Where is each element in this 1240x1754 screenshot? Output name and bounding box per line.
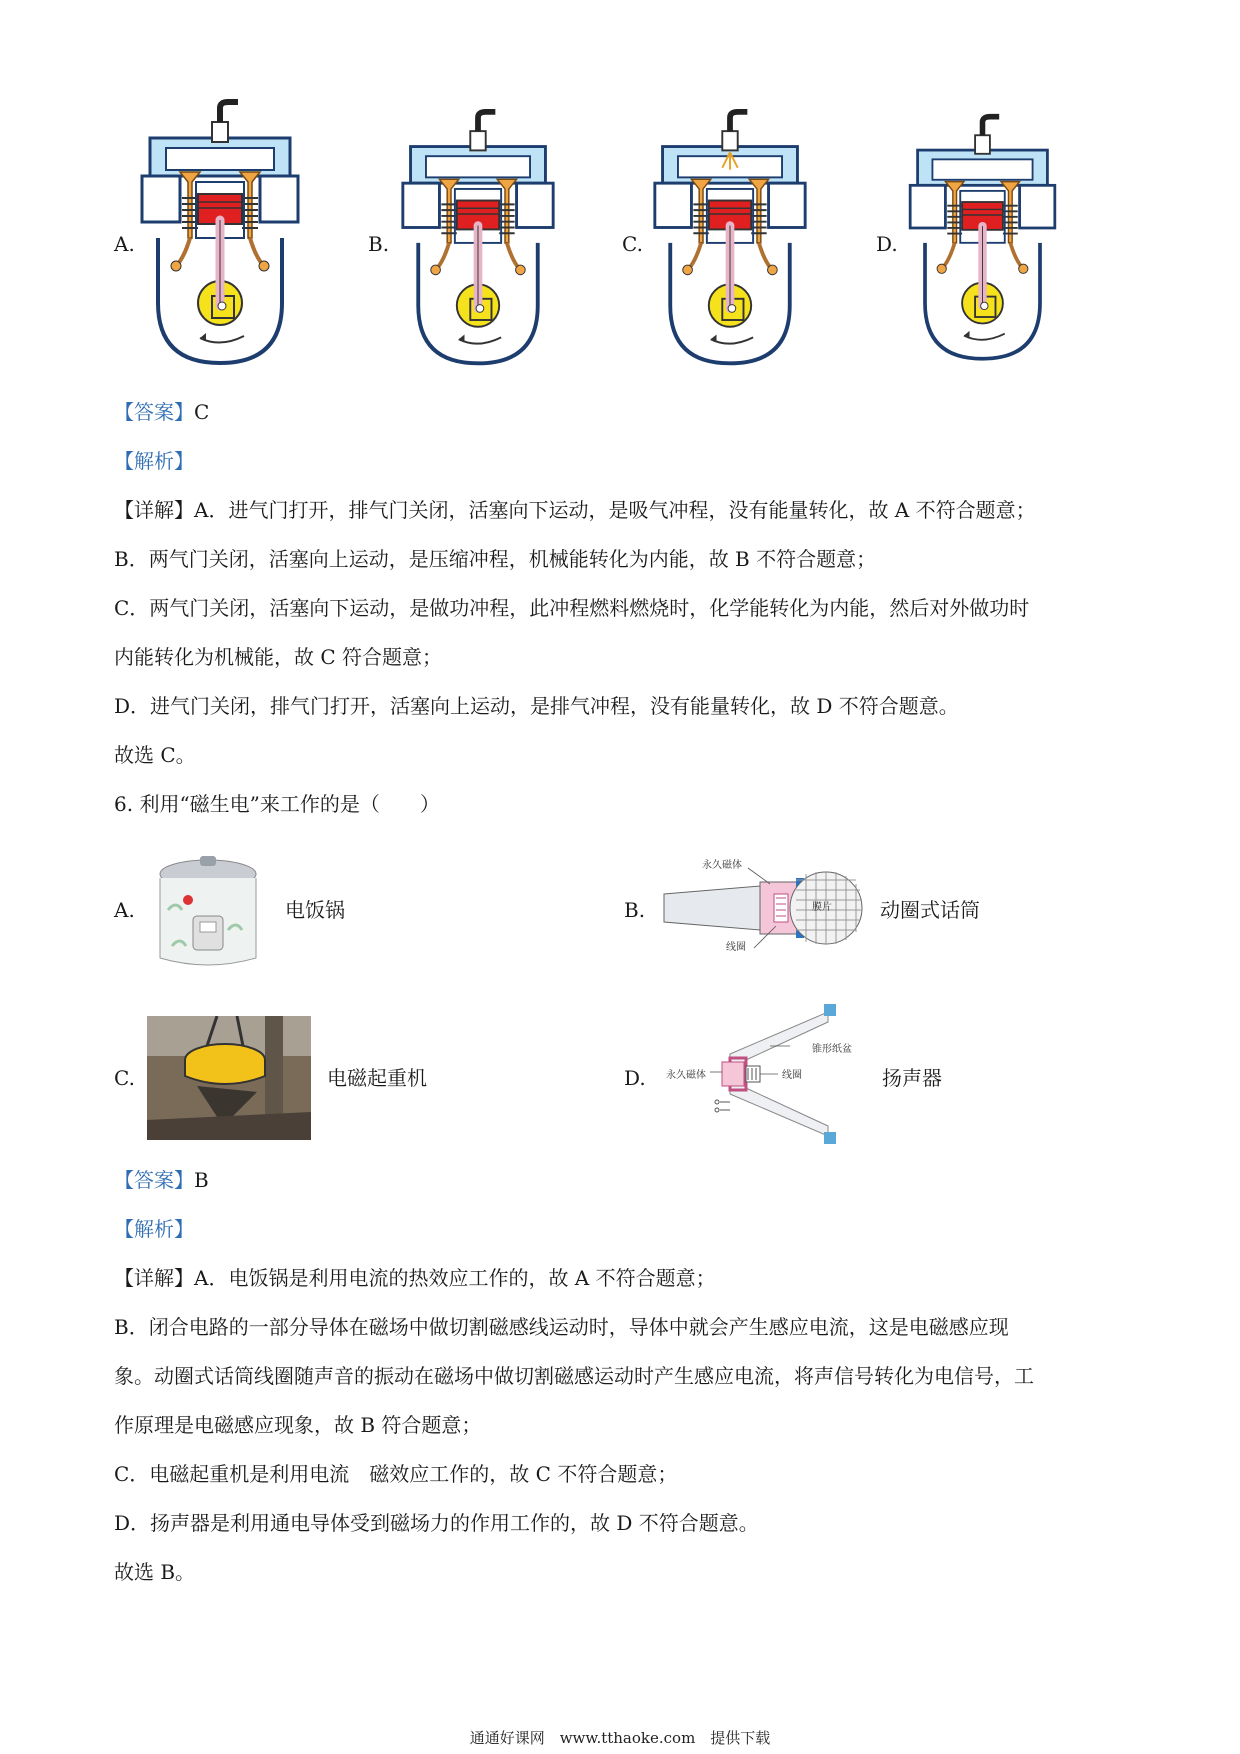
q6-question: 6. 利用“磁生电”来工作的是（ ） <box>114 792 440 816</box>
q6-option-c-name: 电磁起重机 <box>327 1066 427 1090</box>
speaker-label-cone: 锥形纸盆 <box>812 1044 852 1055</box>
mic-label-magnet: 永久磁体 <box>702 860 742 871</box>
q5-line-c-cont: 内能转化为机械能，故 C 符合题意； <box>114 645 443 669</box>
q6-option-a-letter: A. <box>114 898 135 922</box>
q5-line-a: A．进气门打开，排气门关闭，活塞向下运动，是吸气冲程，没有能量转化，故 A 不符合题意； <box>194 498 1036 522</box>
q6-option-b-letter: B. <box>624 898 646 922</box>
q6-answer-value: B <box>194 1168 209 1192</box>
engine-diagram-a <box>140 98 300 373</box>
q5-line-1 <box>114 496 1036 524</box>
q6-option-d-letter: D. <box>624 1066 646 1090</box>
q6-line-c: C．电磁起重机是利用电流 磁效应工作的，故 C 不符合题意； <box>114 1462 678 1486</box>
q6-line-b: B．闭合电路的一部分导体在磁场中做切割磁感线运动时，导体中就会产生感应电流，这是电磁感应现 <box>114 1315 1009 1339</box>
rice-cooker-image <box>148 850 268 974</box>
q6-option-d-name: 扬声器 <box>882 1066 942 1090</box>
q6-line-d: D．扬声器是利用通电导体受到磁场力的作用工作的，故 D 不符合题意。 <box>114 1511 759 1535</box>
q5-line-c: C．两气门关闭，活塞向下运动，是做功冲程，此冲程燃料燃烧时，化学能转化为内能，然后对外做功时 <box>114 596 1030 620</box>
q6-line-1 <box>114 1264 716 1292</box>
engine-option-b-label: B. <box>368 232 390 256</box>
engine-option-a-label: A. <box>114 232 135 256</box>
q5-line-d: D．进气门关闭，排气门打开，活塞向上运动，是排气冲程，没有能量转化，故 D 不符合题意。 <box>114 694 959 718</box>
q6-answer-tag: 【答案】 <box>114 1168 194 1192</box>
speaker-label-magnet: 永久磁体 <box>666 1070 706 1081</box>
q6-analysis-tag: 【解析】 <box>114 1217 194 1241</box>
footer-source[interactable]: 通通好课网 www.tthaoke.com 提供下载 <box>469 1729 771 1747</box>
q6-answer <box>114 1166 209 1194</box>
q6-option-a-name: 电饭锅 <box>285 898 345 922</box>
q5-detail-tag: 【详解】 <box>114 498 194 522</box>
engine-diagram-d <box>905 113 1060 368</box>
engine-option-d-label: D. <box>876 232 898 256</box>
engine-diagram-b <box>398 108 558 373</box>
q6-option-b-name: 动圈式话筒 <box>880 898 980 922</box>
q5-answer-tag: 【答案】 <box>114 400 194 424</box>
engine-diagram-c <box>650 108 810 373</box>
engine-option-c-label: C. <box>622 232 643 256</box>
speaker-label-coil: 线圈 <box>782 1070 802 1081</box>
mic-label-diaphragm: 膜片 <box>812 902 832 913</box>
q5-answer-value: C <box>194 400 210 424</box>
q5-answer <box>114 398 209 426</box>
q6-option-c-letter: C. <box>114 1066 135 1090</box>
q6-line-b-cont-1: 象。动圈式话筒线圈随声音的振动在磁场中做切割磁感运动时产生感应电流，将声信号转化为电信号，工 <box>114 1364 1034 1388</box>
q5-analysis-tag: 【解析】 <box>114 449 194 473</box>
q5-conclusion: 故选 C。 <box>114 743 196 767</box>
q6-line-a: A．电饭锅是利用电流的热效应工作的，故 A 不符合题意； <box>194 1266 716 1290</box>
q6-conclusion: 故选 B。 <box>114 1560 196 1584</box>
q6-detail-tag: 【详解】 <box>114 1266 194 1290</box>
q6-line-b-cont-2: 作原理是电磁感应现象，故 B 符合题意； <box>114 1413 482 1437</box>
q5-line-b: B．两气门关闭，活塞向上运动，是压缩冲程，机械能转化为内能，故 B 不符合题意； <box>114 547 877 571</box>
mic-label-coil: 线圈 <box>726 942 746 953</box>
electromagnetic-crane-photo <box>147 1016 311 1140</box>
microphone-diagram <box>660 860 865 956</box>
